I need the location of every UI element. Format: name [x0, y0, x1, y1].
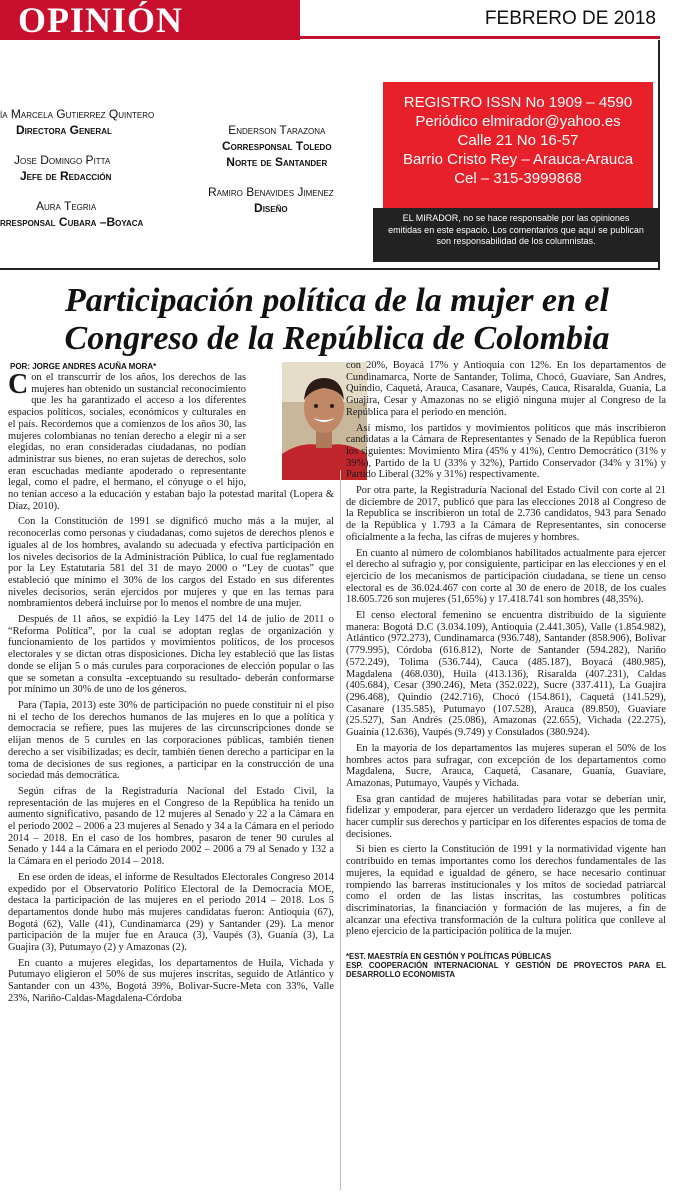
article-column-left [8, 372, 334, 1198]
article-paragraph: Si bien es cierto la Constitución de 1991 y la normatividad vigente han contribuido en temas importantes como los derechos fundamentales de las mujeres, la equidad e igualdad de género, se hace necesario continuar rompiendo las barreras institucionales y los mitos de sociedad patriarcal como el orden de las listas inscritas, las costumbres políticas discriminatorias, la financiación y formación de las mujeres, a fin de alcanzar una efectiva transformación de la cultura política que conlleve al pleno ejercicio de la participación política de la mujer. [346, 844, 666, 938]
article-paragraph: En la mayoría de los departamentos las mujeres superan el 50% de los hombres actos para sufragar, con excepción de los departamentos como Magdalena, Sucre, Arauca, Caquetá, Casanare, Guanía, Guaviare, Amazonas, Putumayo, Vaupés y Vichada. [346, 742, 666, 789]
registry-neighborhood: Barrio Cristo Rey – Arauca-Arauca [402, 151, 634, 168]
article-paragraph: Con la Constitución de 1991 se dignificó mucho más a la mujer, al reconocerlas como personas y ciudadanas, como sujetos de derechos plenos e iguales al de los hombres, avalando su adecuada y efectiva participación en los niveles decisorios de la Administración Pública, lo cual fue reglamentado por la Ley Estatutaria 581 del 31 de mayo 2000 o “Ley de cuotas” que estableció que mínimo el 30% de los cargos del Estado en sus diferentes niveles decisorios, serán ejercidos por mujeres y que en las ternas para nombramientos deberá incluirse por lo menos el nombre de una mujer. [8, 516, 334, 610]
staff-role: Diseño [254, 201, 288, 215]
staff-role: Directora General [16, 123, 112, 137]
article-paragraph: Esa gran cantidad de mujeres habilitadas para votar se deberían unir, fidelizar y empoderar, para ejercer un verdadero liderazgo que les permita hacer cumplir sus derechos y participar en los diferentes espacios de toma de decisiones. [346, 793, 666, 840]
staff-name: Jose Domingo Pitta [14, 153, 111, 167]
staff-name: ía Marcela Gutierrez Quintero [0, 107, 155, 121]
article-paragraph: Por otra parte, la Registraduría Nacional del Estado Civil con corte al 21 de diciembre de 2017, publicó que para las elecciones 2018 al Congreso de la Republica se inscribieron un total de 2.736 candidatos, 943 para Senado de la República y 1.793 a la Cámara de Representantes, sin conocerse oficialmente a la fecha, las cifras de mujeres y hombres. [346, 485, 666, 543]
headline-line-2: Congreso de la República de Colombia [64, 320, 610, 357]
registry-phone: Cel – 315-3999868 [454, 170, 582, 187]
byline: POR: JORGE ANDRES ACUÑA MORA* [10, 362, 157, 371]
article-paragraph: En cuanto a mujeres elegidas, los departamentos de Huila, Vichada y Putumayo eligieron el 50% de sus mujeres inscritas, seguido de Atlántico y Santander con un 43%, Bogotá 39%, Bolivar-Sucre-Meta con 33%, Valle 23%, Nariño-Caldas-Magdalena-Córdoba [8, 957, 334, 1004]
staff-role: rresponsal Cubara –Boyaca [0, 215, 144, 229]
article-paragraph: En cuanto al número de colombianos habilitados actualmente para ejercer el derecho al sufragio y, por consiguiente, participar en las elecciones y en el ejercicio de los mecanismos de participación ciudadana, se tiene un censo electoral es de 36.024.467 con corte al 30 de enero de 2018, de los cuales 18.605.726 son mujeres (51,65%) y 17.418.741 son hombres (48,35%). [346, 547, 666, 606]
staff-name: Aura Tegria [36, 199, 97, 213]
column-divider [340, 470, 341, 1190]
staff-entry [14, 152, 111, 184]
staff-entry [222, 122, 332, 170]
staff-entry [0, 106, 154, 138]
staff-entry [0, 198, 143, 230]
photo-wrap-space [246, 372, 334, 484]
article-paragraph: Así mismo, los partidos y movimientos políticos que más inscribieron candidatas a la Cámara de Representantes y Senado de la República fueron los siguientes: Movimiento Mira (45% y 41%), Centro Democrático (31% y 39%), Partido de la U (33% y 32%), Partido Conservador (34% y 31%) y Partido Liberal (32% y 31%) respectivamente. [346, 422, 666, 481]
article-paragraph: Con el transcurrir de los años, los derechos de las mujeres han obtenido un sustancial reconocimiento que les ha garantizado el acceso a los diferentes espacios políticos, sociales, económicos y culturales en el país. Recordemos que a comienzos de los años 30, las mujeres colombianas no tenían derecho a elegir ni a ser elegidas, no eran consideradas ciudadanas, no podían administrar sus bienes, no eran sujetas de derechos, solo eran escuchadas mediante apoderado o representante legal, como el padre, el hermano, el cónyuge o el hijo, no tenían acceso a la educación y estaban bajo la potestad marital (Lopera & Díaz, 2010). [8, 372, 334, 512]
registry-address: Calle 21 No 16-57 [457, 132, 579, 149]
drop-cap: C [8, 372, 29, 400]
section-title: OPINIÓN [0, 0, 300, 40]
registry-issn: REGISTRO ISSN No 1909 – 4590 [403, 94, 633, 111]
registry-email: Periódico elmirador@yahoo.es [415, 113, 621, 130]
article-paragraph: Después de 11 años, se expidió la Ley 1475 del 14 de julio de 2011 o “Reforma Política”, por la cual se adoptan reglas de organización y funcionamiento de los partidos y movimientos políticos, de los procesos electorales y se dictan otras disposiciones. Dicha ley estableció que las listas donde se elijan 5 o más curules para corporaciones de elección popular o las que se sometan a consulta -exceptuando su resultado- deberán conformarse por mínimo un 30% de uno de los géneros. [8, 614, 334, 696]
section-header [0, 0, 674, 40]
article-paragraph: En ese orden de ideas, el informe de Resultados Electorales Congreso 2014 expedido por el Observatorio Político Electoral de la Democracia MOE, destaca la participación de las mujeres en el periodo 2014 – 2018. Los 5 departamentos donde hubo más mujeres candidatas fueron: Antioquia (67), Bogotá (62), Valle (41), Cundinamarca (29) y Santander (29). La menor participación de la mujer fue en Arauca (3), Vaupés (3), Guanía (3), La Guajira (3), Putumayo (2) y Amazonas (2). [8, 871, 334, 954]
header-rule [300, 36, 660, 39]
author-credentials [346, 952, 666, 979]
staff-name: Ramiro Benavides Jimenez [208, 185, 334, 199]
issue-date: FEBRERO DE 2018 [484, 8, 656, 29]
disclaimer: EL MIRADOR, no se hace responsable por las opiniones emitidas en este espacio. Los comentarios que aquí se publican son responsabilidad de los columnistas. [373, 208, 659, 262]
article-headline [0, 282, 674, 358]
staff-role: Corresponsal Toledo [222, 139, 332, 153]
article-paragraph: Según cifras de la Registraduría Nacional del Estado Civil, la representación de las mujeres en el Congreso de la República ha tenido un aumento significativo, pasando de 12 mujeres al Senado y 22 a la Cámara en el periodo 2002 – 2006 a 23 mujeres al Senado y 34 a la Cámara en el periodo 2014 – 2018. En el caso de los hombres, pasaron de tener 90 curules al Senado y 144 a la Cámara en el periodo 2002 – 2006 a 79 al Senado y 132 a la Cámara en el periodo 2014 – 2018. [8, 785, 334, 868]
article-paragraph: Para (Tapia, 2013) este 30% de participación no puede constituir ni el piso ni el techo de los derechos humanos de las mujeres en lo que a política y democracia se refiere, pues las mujeres de las circunscripciones donde se elijan menos de 5 curules en las corporaciones públicas, también tienen derecho a ser visibilizadas; es decir, también tienen derecho a participar en la toma de decisiones de sus regiones, a participar en la construcción de una sociedad más democrática. [8, 699, 334, 782]
staff-name: Enderson Tarazona [228, 123, 326, 137]
credential-line-1: *EST. MAESTRÍA EN GESTIÓN Y POLÍTICAS PÚBLICAS [346, 952, 552, 962]
staff-role-location: Norte de Santander [226, 155, 328, 169]
article-column-right [346, 360, 666, 1200]
headline-line-1: Participación política de la mujer en el [65, 282, 609, 319]
staff-entry [208, 184, 334, 216]
article-paragraph: con 20%, Boyacá 17% y Antioquia con 12%. En los departamentos de Cundinamarca, Norte de Santander, Tolima, Chocó, Guaviare, San Andres, Quindio, Caquetá, Arauca, Casanare, Vaupés, Cauca, Risaralda, Guania, La Guajira, Cesar y Amazonas no se eligió ninguna mujer al Congreso de la República para el periodo en mención. [346, 360, 666, 418]
staff-role: Jefe de Redacción [20, 169, 112, 183]
credential-line-2: ESP. COOPERACIÓN INTERNACIONAL Y GESTIÓN DE PROYECTOS PARA EL DESARROLLO ECONOMISTA [346, 961, 666, 980]
article-paragraph: El censo electoral femenino se encuentra distribuido de la siguiente manera: Bogotá D.C (3.034.109), Antioquia (2.441.305), Valle (1.854.982), Atlántico (972.273), Cundinamarca (936.748), Santander (858.906), Bolívar (779.995), Córdoba (616.812), Norte de Santander (594.282), Nariño (572.249), Tolima (536.744), Cauca (485.187), Boyacá (480.985), Magdalena (468.030), Huila (413.136), Risaralda (407.231), Caldas (405.684), Cesar (390.246), Meta (352.022), Sucre (337.411), La Guajira (296.468), Quindío (242.716), Chocó (154.861), Caquetá (141.529), Casanare (135.585), Putumayo (107.528), Arauca (89.850), Guaviare (25.527), San Andrés (25.086), Amazonas (22.655), Vichada (22.275), Guainía (12.636), Vaupés (9.749) y Consulados (380.924). [346, 610, 666, 739]
